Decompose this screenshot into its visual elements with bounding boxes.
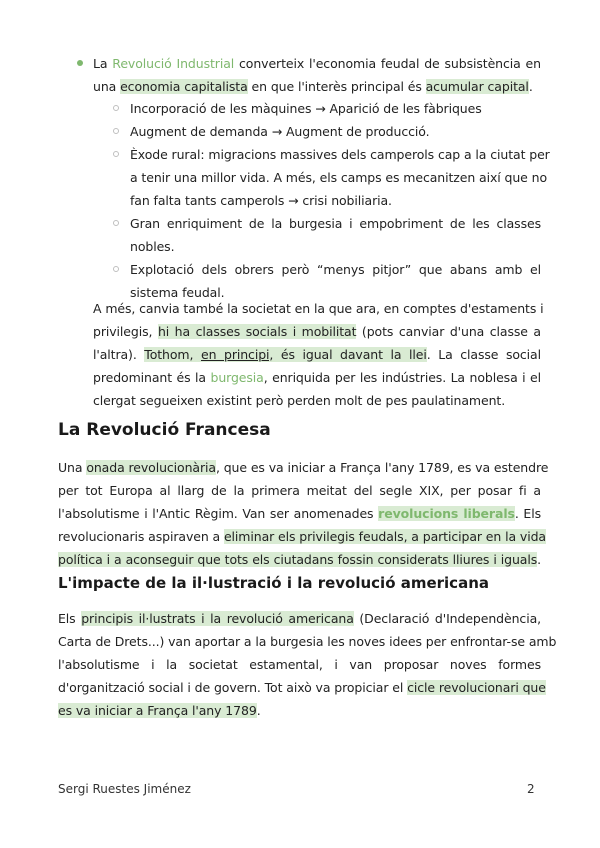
intro-paragraph [93,52,541,98]
rf-line-2: per tot Europa al llarg de la primera meitat del segle XIX, per posar fi a [58,483,541,498]
sub-bullet-circle-icon [113,220,119,226]
heading-revolucio-francesa: La Revolució Francesa [58,420,271,440]
il-line-4: d'organització social i de govern. Tot això va propiciar el cicle revolucionari que [58,680,546,695]
rf-line-5: política i a aconseguir que tots els ciutadans fossin considerats lliures i iguals. [58,552,541,567]
il-line-1: Els principis il·lustrats i la revolució americana (Declaració d'Independència, [58,611,542,626]
il-line-5: es va iniciar a França l'any 1789. [58,703,261,718]
sub-bullet-circle-icon [113,151,119,157]
subitem-2-line-1: Augment de demanda → Augment de producció. [130,124,430,139]
subitem-3 [130,143,550,212]
sub-bullet-circle-icon [113,266,119,272]
footer-page-number: 2 [527,782,535,796]
subitem-1 [130,97,541,120]
footer-author: Sergi Ruestes Jiménez [58,782,191,796]
rf-line-3: l'absolutisme i l'Antic Règim. Van ser anomenades revolucions liberals. Els [58,506,542,521]
sub-bullet-circle-icon [113,128,119,134]
subitem-4-line-2: nobles. [130,239,175,254]
ames-paragraph [93,297,544,412]
bullet-dot-icon [77,60,83,66]
ames-line-3: l'altra). Tothom, en principi, és igual davant la llei. La classe social [93,347,541,362]
ames-line-4: predominant és la burgesia, enriquida per les indústries. La noblesa i el [93,370,541,385]
subitem-1-line-1: Incorporació de les màquines → Aparició de les fàbriques [130,101,482,116]
intro-line-1: La Revolució Industrial converteix l'economia feudal de subsistència en [93,56,541,71]
subitem-4-line-1: Gran enriquiment de la burgesia i empobriment de les classes [130,216,541,231]
rf-line-4: revolucionaris aspiraven a eliminar els privilegis feudals, a participar en la vida [58,529,546,544]
ames-line-2: privilegis, hi ha classes socials i mobilitat (pots canviar d'una classe a [93,324,541,339]
ames-line-1: A més, canvia també la societat en la que ara, en comptes d'estaments i [93,301,544,316]
rf-line-1: Una onada revolucionària, que es va iniciar a França l'any 1789, es va estendre [58,460,549,475]
subitem-4 [130,212,541,258]
intro-line-2: una economia capitalista en que l'interès principal és acumular capital. [93,79,533,94]
subitem-3-line-1: Èxode rural: migracions massives dels camperols cap a la ciutat per [130,147,550,162]
subitem-3-line-2: a tenir una millor vida. A més, els camps es mecanitzen així que no [130,170,547,185]
revolucio-francesa-paragraph [58,456,549,571]
illustracio-paragraph [58,607,557,722]
il-line-3: l'absolutisme i la societat estamental, i van proposar noves formes [58,657,541,672]
subitem-2 [130,120,541,143]
il-line-2: Carta de Drets...) van aportar a la burgesia les noves idees per enfrontar-se amb [58,634,557,649]
ames-line-5: clergat segueixen existint però perden molt de pes paulatinament. [93,393,506,408]
subitem-5-line-2: sistema feudal. [130,285,225,300]
sub-bullet-circle-icon [113,105,119,111]
subitem-5-line-1: Explotació dels obrers però “menys pitjor” que abans amb el [130,262,541,277]
heading-impacte-illustracio: L'impacte de la il·lustració i la revolució americana [58,574,490,592]
subitem-3-line-3: fan falta tants camperols → crisi nobiliaria. [130,193,392,208]
